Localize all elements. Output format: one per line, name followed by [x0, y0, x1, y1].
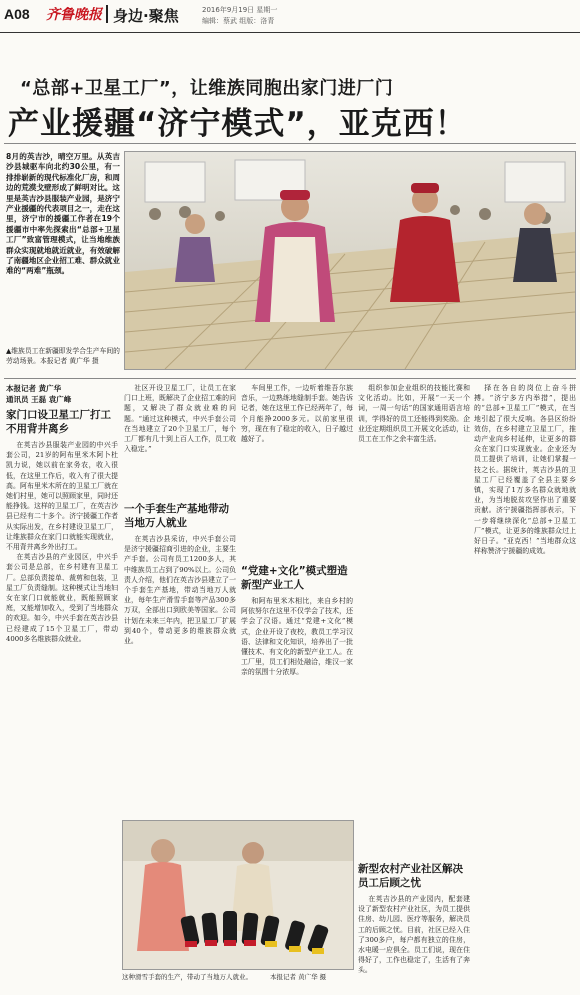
paragraph: 和阿布里米木相比，来自乡村的阿依努尔在这里不仅学会了技术，还学会了汉语。通过“党建+文化”模式，企业开设了夜校，教员工学习汉语、法律和文化知识，培养出了一批懂技术、有文化的新型产业工人。在工厂里，员工们相处融洽，维汉一家亲的氛围十分浓厚。 [241, 597, 353, 677]
headline: 产业援疆“济宁模式”，亚克西！ [8, 106, 467, 142]
headline-rule [4, 143, 576, 144]
paragraph: 在英吉沙县的产业园区，中兴手套公司是总部，在乡村建有卫星工厂。总部负责接单、裁剪和包装，卫星工厂负责缝制。这种模式让当地妇女在家门口就能就业，既能照顾家庭，又能增加收入，受到了当地群众的欢迎。如今，中兴手套在英吉沙县已经建成了15个卫星工厂，带动4000多名维族群众就业。 [6, 553, 118, 643]
factory-photo [124, 151, 576, 370]
paragraph: 社区开设卫星工厂，让员工在家门口上班，既解决了企业招工难的问题，又解决了群众就业难的问题。“通过这种模式，中兴手套公司在当地建立了20个卫星工厂，每个工厂都有几十到上百人工作，员工收入稳定。” [124, 384, 236, 454]
paragraph: 车间里工作，一边听着维吾尔族音乐，一边熟练地缝制手套。她告诉记者，她在这里工作已经两年了，每个月能挣2000多元。以前家里很穷，现在有了稳定的收入，日子越过越好了。 [241, 384, 353, 444]
lede-paragraph: 8月的英吉沙，晴空万里。从英吉沙县城驱车向北约30公里，有一排排崭新的现代标准化厂房，和周边的荒漠戈壁形成了鲜明对比。这里是英吉沙县服装产业园，是济宁产业援疆的代表项目之一，走在这里，济宁市的援疆工作者在19个援疆市中率先探索出“总部+卫星工厂”致富管理模式，让当地维族群众实现就地就近就业，有效破解了南疆地区企业招工难、群众就业难的“两难”瓶颈。 [6, 152, 120, 276]
section-head-1: 家门口设卫星工厂打工不用背井离乡 [6, 409, 111, 435]
page-header [0, 0, 580, 33]
newspaper-logo: 齐鲁晚报 [46, 7, 102, 23]
paragraph: 择在各自的岗位上奋斗拼搏。“济宁多方内举措”，提出的“总部+卫星工厂”模式，在当地引起了很大反响。各县区纷纷效仿，在乡村建立卫星工厂，推动产业向乡村延伸，让更多的群众在家门口实现就业。企业还为员工提供了培训，让她们掌握一技之长。据统计，英吉沙县的卫星工厂已经覆盖了全县主要乡镇，实现了1万多名群众就地就业，为当地脱贫攻坚作出了重要贡献。济宁援疆指挥部表示，下一步将继续深化“总部+卫星工厂”模式，让更多的维族群众过上好日子。“亚克西！”当地群众这样称赞济宁援疆的成效。 [474, 384, 576, 556]
paragraph: 在英吉沙县采访，中兴手套公司是济宁援疆招商引进的企业，主要生产手套。公司有员工1200多人，其中维族员工占到了90%以上。公司负责人介绍，他们在英吉沙县建立了一个手套生产基地，带动当地万人就业，每年生产滑雪手套等产品300多万双，全部出口到欧美等国家。公司计划在未来三年内，把卫星工厂扩展到40个，带动更多的维族群众就业。 [124, 535, 236, 646]
column-4b [358, 894, 470, 990]
photo-caption: ▲维族员工在新疆即发学合生产车间的劳动场景。本报记者 黄广华 摄 [6, 347, 120, 365]
section-title: 身边·聚焦 [113, 7, 179, 25]
column-3b [241, 596, 353, 818]
section-rule [4, 378, 576, 379]
page-number: A08 [4, 6, 30, 22]
section-head-4: 新型农村产业社区解决员工后顾之忧 [358, 863, 463, 889]
byline-correspondent: 通讯员 王磊 袁广峰 [6, 395, 72, 404]
column-2 [124, 383, 236, 495]
byline-reporter: 本报记者 黄广华 [6, 384, 62, 393]
column-3 [241, 383, 353, 557]
header-divider [106, 5, 108, 23]
issue-date: 2016年9月19日 星期一 [202, 6, 278, 14]
section-head-3: “党建+文化”模式塑造新型产业工人 [241, 565, 348, 591]
subheadline: “总部+卫星工厂”，让维族同胞出家门进厂门 [20, 78, 394, 99]
paragraph: 组织参加企业组织的技能比赛和文化活动。比如，开展“一天一个词，一周一句话”的国家通用语言培训，学得好的员工还能得到奖励。企业还定期组织员工开展文化活动，让员工在工作之余丰富生活。 [358, 384, 470, 444]
column-5 [474, 383, 576, 990]
paragraph: 在英吉沙县服装产业园的中兴手套公司，21岁的阿布里米木阿卜杜凯力说，她以前在家务农，收入很低，在这里工作后，收入有了很大提高。阿布里米木所在的卫星工厂就在她们村里，她可以照顾家里，同时还能挣钱。这样的卫星工厂，在英吉沙县已经有二十多个。济宁援疆工作者从实际出发，在乡村建设卫星工厂，让维族群众在家门口就能实现就业，不用背井离乡外出打工。 [6, 441, 118, 552]
paragraph: 在英吉沙县的产业园内，配套建设了新型农村产业社区，为员工提供住房、幼儿园、医疗等服务，解决员工的后顾之忧。目前，社区已经入住了300多户，每户都有独立的住房，水电暖一应俱全。员工们说，现在住得好了，工作也稳定了，生活有了奔头。 [358, 895, 470, 975]
glove-photo-credit: 本报记者 黄广华 摄 [270, 973, 327, 981]
column-2b [124, 534, 236, 814]
glove-photo-caption: 这种滑雪手套的生产，带动了当地万人就业。 [122, 973, 252, 981]
glove-photo [122, 820, 354, 970]
column-4 [358, 383, 470, 857]
section-head-2: 一个手套生产基地带动当地万人就业 [124, 503, 229, 529]
column-1 [6, 440, 118, 820]
editors-line: 编辑：蔡武 组版：洛青 [202, 17, 275, 25]
